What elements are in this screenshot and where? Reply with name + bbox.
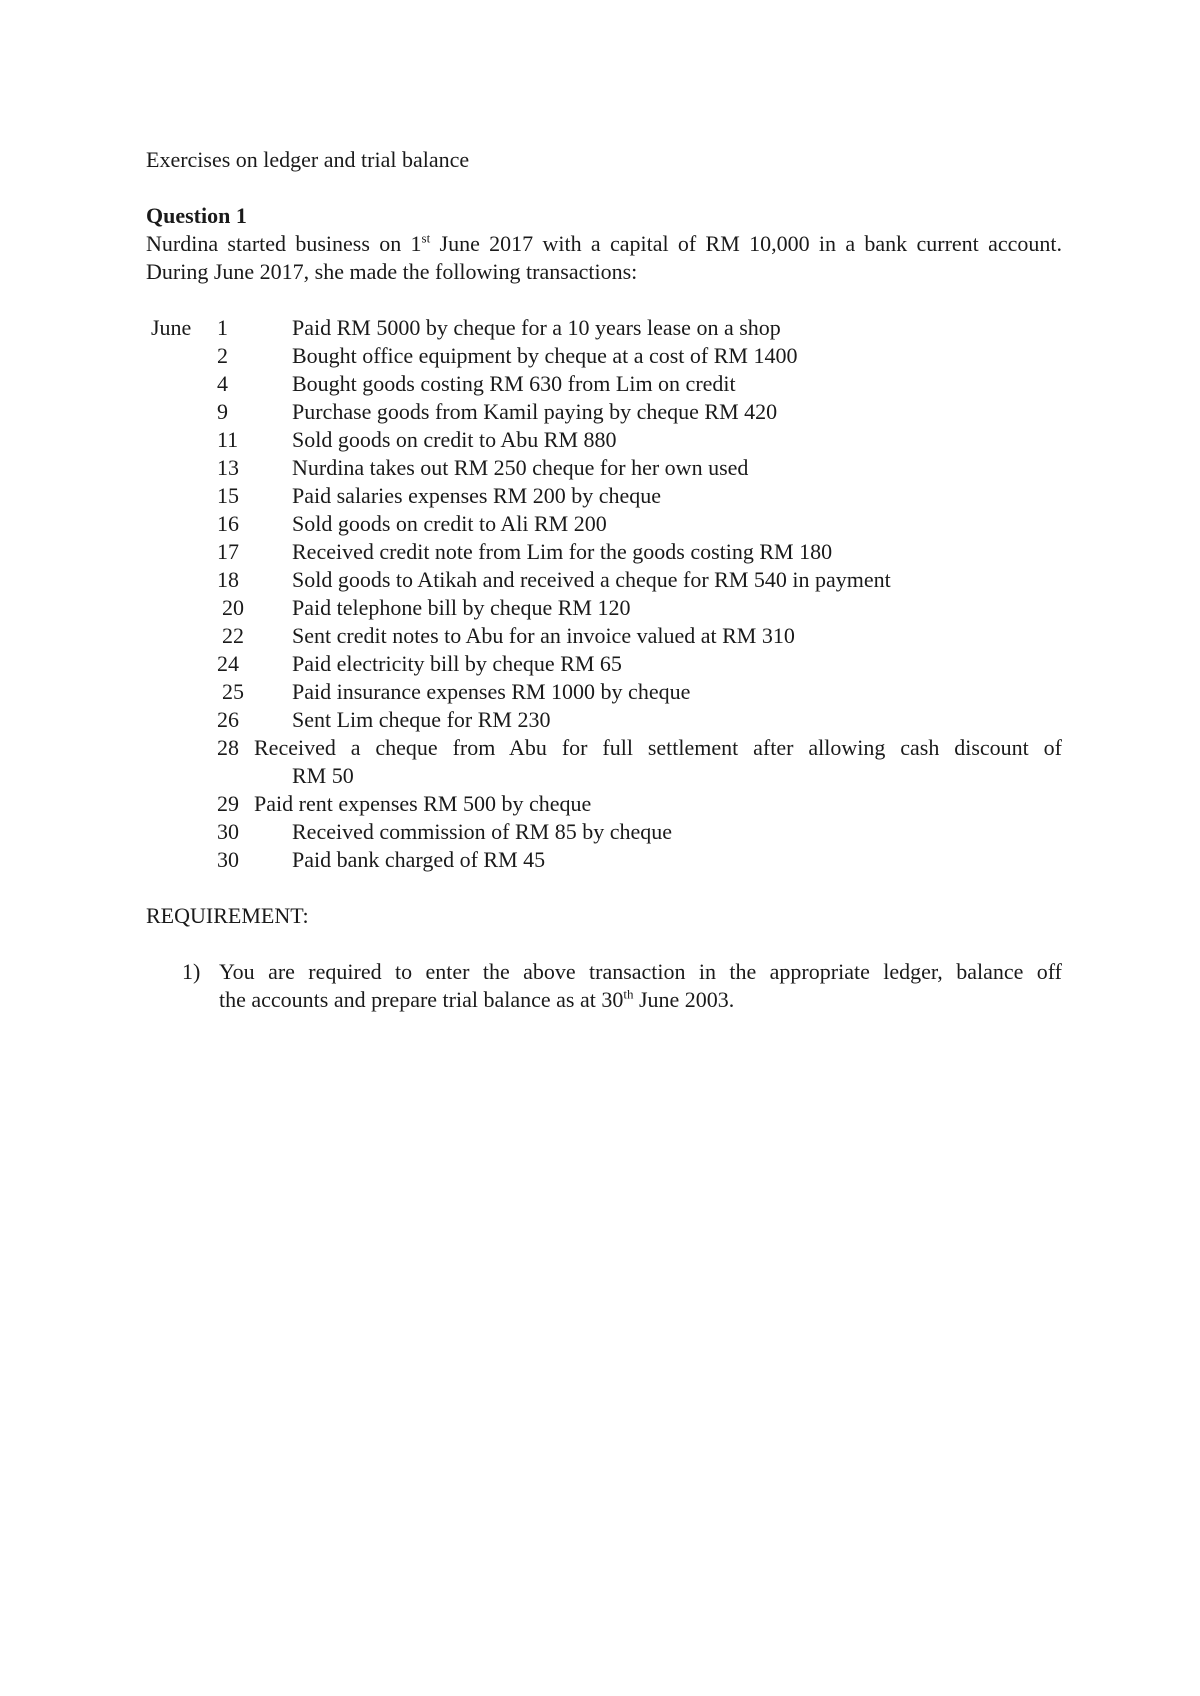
- transaction-day: 1: [217, 315, 228, 340]
- transaction-description: Received credit note from Lim for the goods costing RM 180: [292, 539, 833, 564]
- transaction-description-line: Received a cheque from Abu for full settlement after allowing cash discount of: [254, 735, 1062, 760]
- transaction-day: 20: [222, 595, 244, 620]
- transaction-description: Nurdina takes out RM 250 cheque for her own used: [292, 455, 749, 480]
- transaction-row: [146, 846, 1062, 874]
- intro-text-2: June 2017 with a capital of RM 10,000 in a bank current account. During June 2017, she made the following transactions:: [146, 231, 1062, 284]
- intro-text-1: Nurdina started business on 1: [146, 231, 422, 256]
- transaction-description: Paid electricity bill by cheque RM 65: [292, 651, 622, 676]
- transaction-day: 15: [217, 483, 239, 508]
- transaction-row: [146, 734, 1062, 790]
- transaction-row: [146, 818, 1062, 846]
- transaction-day: 24: [217, 651, 239, 676]
- transaction-row: [146, 538, 1062, 566]
- transaction-description: Paid insurance expenses RM 1000 by cheque: [292, 679, 691, 704]
- transaction-description: Paid bank charged of RM 45: [292, 847, 546, 872]
- transaction-row: [146, 482, 1062, 510]
- transaction-day: 4: [217, 371, 228, 396]
- transaction-day: 25: [222, 679, 244, 704]
- transaction-description: Received commission of RM 85 by cheque: [292, 819, 673, 844]
- transaction-row: [146, 314, 1062, 342]
- transaction-description: Sent credit notes to Abu for an invoice valued at RM 310: [292, 623, 795, 648]
- transaction-row: [146, 370, 1062, 398]
- requirement-item: [146, 958, 1062, 1014]
- question-intro: [146, 230, 1062, 286]
- transaction-day: 26: [217, 707, 239, 732]
- transaction-row: [146, 650, 1062, 678]
- transaction-description-continuation: RM 50: [292, 763, 354, 788]
- transaction-row: [146, 706, 1062, 734]
- transaction-row: [146, 454, 1062, 482]
- transaction-day: 9: [217, 399, 228, 424]
- transaction-row: [146, 342, 1062, 370]
- transaction-row: [146, 790, 1062, 818]
- transaction-description: Bought office equipment by cheque at a cost of RM 1400: [292, 343, 798, 368]
- requirement-sup: th: [623, 986, 634, 1002]
- transaction-description: [146, 734, 1062, 790]
- transaction-day: 22: [222, 623, 244, 648]
- transaction-description: Paid rent expenses RM 500 by cheque: [254, 791, 592, 816]
- transaction-description: Sold goods on credit to Abu RM 880: [292, 427, 617, 452]
- requirement-title: REQUIREMENT:: [146, 903, 309, 928]
- transaction-day: 30: [217, 847, 239, 872]
- transaction-day: 11: [217, 427, 239, 452]
- transaction-row: [146, 678, 1062, 706]
- transaction-row: [146, 510, 1062, 538]
- transaction-description: Sold goods to Atikah and received a cheque for RM 540 in payment: [292, 567, 891, 592]
- document-heading: Exercises on ledger and trial balance: [146, 147, 470, 172]
- requirement-line-2a: the accounts and prepare trial balance as at 30: [219, 987, 624, 1012]
- transaction-day: 18: [217, 567, 239, 592]
- transaction-day: 30: [217, 819, 239, 844]
- transaction-day: 13: [217, 455, 239, 480]
- transaction-row: [146, 566, 1062, 594]
- transaction-row: [146, 398, 1062, 426]
- transaction-row: [146, 426, 1062, 454]
- transaction-description: Paid RM 5000 by cheque for a 10 years lease on a shop: [292, 315, 781, 340]
- transaction-list: [146, 314, 1062, 874]
- transaction-day: 16: [217, 511, 239, 536]
- transaction-month: June: [151, 315, 192, 340]
- transaction-description: Sent Lim cheque for RM 230: [292, 707, 551, 732]
- requirement-number: 1): [182, 959, 201, 984]
- transaction-description: Paid salaries expenses RM 200 by cheque: [292, 483, 662, 508]
- transaction-row: [146, 594, 1062, 622]
- question-title: Question 1: [146, 203, 247, 228]
- transaction-description: Bought goods costing RM 630 from Lim on credit: [292, 371, 736, 396]
- requirement-list: [146, 958, 1062, 1014]
- document-page: [146, 146, 1062, 1014]
- transaction-day: 17: [217, 539, 239, 564]
- transaction-day: 2: [217, 343, 228, 368]
- requirement-line-2b: June 2003.: [633, 987, 735, 1012]
- transaction-day: 29: [217, 791, 239, 816]
- transaction-description: Sold goods on credit to Ali RM 200: [292, 511, 607, 536]
- transaction-row: [146, 622, 1062, 650]
- transaction-day: 28: [217, 735, 239, 760]
- transaction-description: Paid telephone bill by cheque RM 120: [292, 595, 631, 620]
- intro-sup: st: [421, 230, 431, 246]
- transaction-description: Purchase goods from Kamil paying by cheque RM 420: [292, 399, 778, 424]
- requirement-line-1: You are required to enter the above transaction in the appropriate ledger, balance off: [219, 959, 1062, 984]
